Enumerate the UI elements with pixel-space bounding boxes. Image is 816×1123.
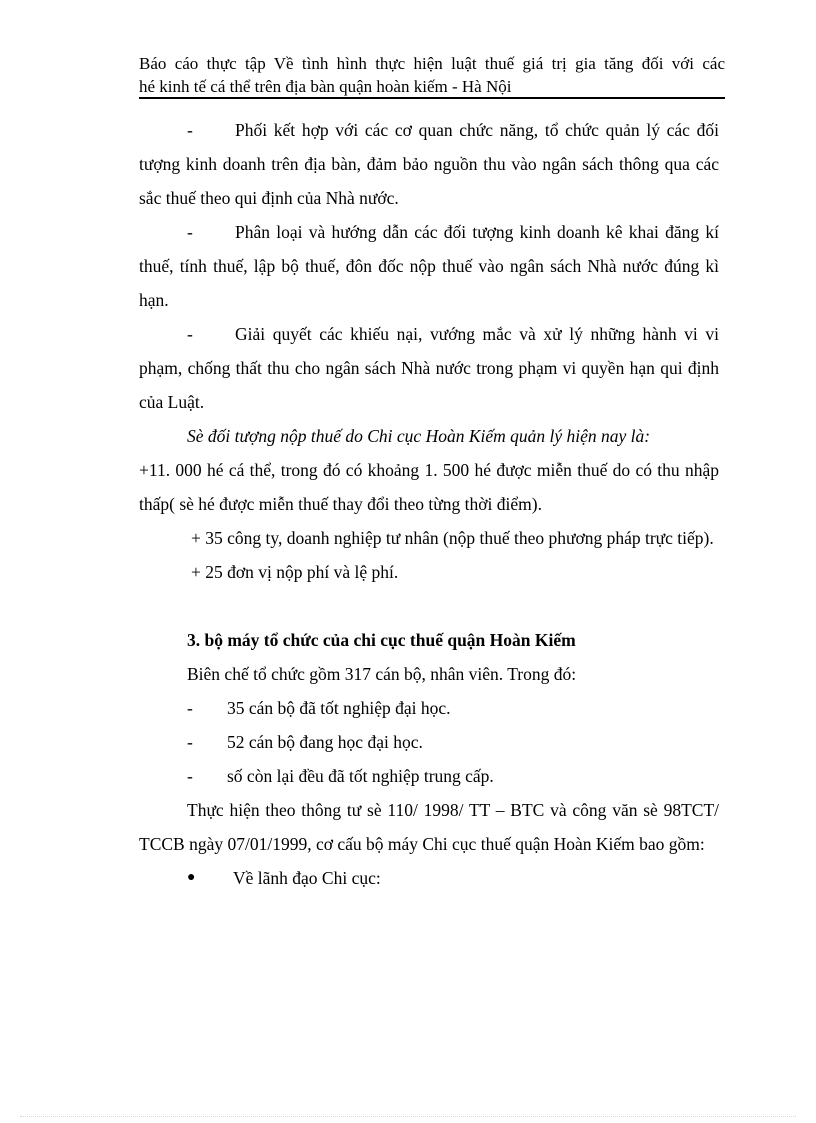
duty-text: Phối kết hợp với các cơ quan chức năng, tổ chức quản lý các đối tượng kinh doanh trên địa bàn, đảm bảo nguồn thu vào ngân sách thông qua các sắc thuế theo qui định của Nhà nước.: [139, 120, 719, 208]
dash-marker: -: [187, 120, 193, 140]
structure-paragraph: Thực hiện theo thông tư sè 110/ 1998/ TT – BTC và công văn sè 98TCT/ TCCB ngày 07/01/1999, cơ cấu bộ máy Chi cục thuế quận Hoàn Kiếm bao gồm:: [139, 800, 719, 854]
header-title-line-1: Báo cáo thực tập Về tình hình thực hiện luật thuế giá trị gia tăng đối với các: [139, 54, 725, 73]
taxpayers-lead: Sè đối tượng nộp thuế do Chi cục Hoàn Kiếm quản lý hiện nay là:: [187, 426, 651, 446]
header-rule: [139, 97, 725, 99]
dash-marker: -: [187, 766, 193, 786]
staff-text: số còn lại đều đã tốt nghiệp trung cấp.: [227, 766, 494, 786]
page-bottom-dotted-rule: [20, 1116, 796, 1117]
staff-text: 52 cán bộ đang học đại học.: [227, 732, 423, 752]
duty-text: Phân loại và hướng dẫn các đối tượng kinh doanh kê khai đăng kí thuế, tính thuế, lập bộ thuế, đôn đốc nộp thuế vào ngân sách Nhà nước đúng kì hạn.: [139, 222, 719, 310]
section-heading: 3. bộ máy tổ chức của chi cục thuế quận Hoàn Kiếm: [187, 630, 576, 650]
staff-item: [139, 759, 719, 793]
bullet-icon: ●: [187, 870, 196, 885]
duty-item: [139, 215, 719, 317]
staff-intro: Biên chế tổ chức gồm 317 cán bộ, nhân viên. Trong đó:: [187, 664, 577, 684]
taxpayers-item-companies: + 35 công ty, doanh nghiệp tư nhân (nộp thuế theo phương pháp trực tiếp).: [191, 528, 714, 548]
dash-marker: -: [187, 324, 193, 344]
duty-text: Giải quyết các khiếu nại, vướng mắc và xử lý những hành vi vi phạm, chống thất thu cho ngân sách Nhà nước trong phạm vi quyền hạn qui định của Luật.: [139, 324, 719, 412]
taxpayers-item-units: + 25 đơn vị nộp phí và lệ phí.: [191, 562, 399, 582]
page-header: [139, 52, 725, 98]
leadership-bullet-item: [139, 861, 719, 895]
staff-item: [139, 725, 719, 759]
taxpayers-item-households: +11. 000 hé cá thể, trong đó có khoảng 1. 500 hé được miễn thuế do có thu nhập thấp( sè hé được miễn thuế thay đổi theo từng thời điểm).: [139, 460, 719, 514]
duty-item: [139, 317, 719, 419]
dash-marker: -: [187, 222, 193, 242]
staff-text: 35 cán bộ đã tốt nghiệp đại học.: [227, 698, 451, 718]
staff-item: [139, 691, 719, 725]
bullet-text: Về lãnh đạo Chi cục:: [233, 868, 381, 888]
dash-marker: -: [187, 698, 193, 718]
document-body: [139, 113, 719, 895]
duty-item: [139, 113, 719, 215]
header-title-line-2: hé kinh tế cá thể trên địa bàn quận hoàn kiếm - Hà Nội: [139, 77, 512, 96]
dash-marker: -: [187, 732, 193, 752]
